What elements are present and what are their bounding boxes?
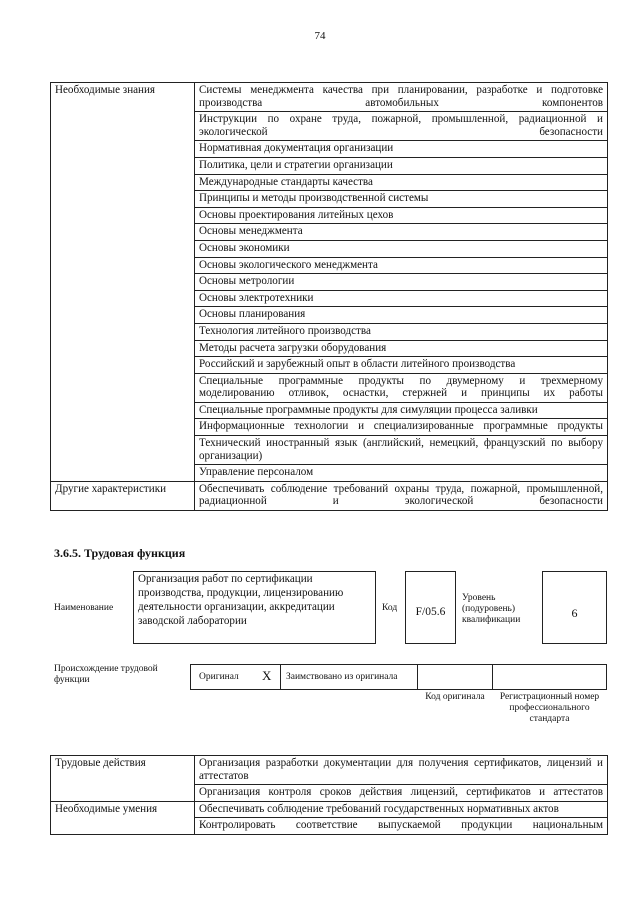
reg-number-label: Регистрационный номер профессионального стандарта bbox=[499, 692, 600, 724]
original-mark: X bbox=[262, 668, 272, 683]
skills-label: Необходимые умения bbox=[51, 801, 195, 834]
code-original-cell bbox=[417, 664, 493, 690]
borrowed-label: Заимствовано из оригинала bbox=[286, 672, 398, 682]
knowledge-item: Основы проектирования литейных цехов bbox=[195, 207, 608, 224]
knowledge-item: Основы экономики bbox=[195, 240, 608, 257]
level-value: 6 bbox=[542, 571, 607, 644]
knowledge-item: Информационные технологии и специализированные программные продукты bbox=[195, 419, 608, 436]
code-original-label: Код оригинала bbox=[425, 692, 485, 702]
knowledge-item: Основы планирования bbox=[195, 307, 608, 324]
knowledge-label: Необходимые знания bbox=[51, 83, 195, 482]
original-cell bbox=[190, 664, 281, 690]
knowledge-item: Принципы и методы производственной системы bbox=[195, 191, 608, 208]
original-label: Оригинал bbox=[199, 672, 239, 682]
actions-label: Трудовые действия bbox=[51, 756, 195, 802]
knowledge-item: Нормативная документация организации bbox=[195, 141, 608, 158]
page-number: 74 bbox=[314, 30, 326, 42]
other-text: Обеспечивать соблюдение требований охраны труда, пожарной, промышленной, радиационной и экологической безопасности bbox=[195, 481, 608, 510]
level-label: Уровень (подуровень) квалификации bbox=[462, 593, 521, 625]
action-item: Организация контроля сроков действия лицензий, сертификатов и аттестатов bbox=[195, 785, 608, 802]
knowledge-item: Политика, цели и стратегии организации bbox=[195, 157, 608, 174]
knowledge-item: Основы электротехники bbox=[195, 290, 608, 307]
code-label: Код bbox=[382, 603, 398, 613]
code-value: F/05.6 bbox=[405, 571, 456, 644]
knowledge-item: Специальные программные продукты по двумерному и трехмерному моделированию отливок, оснастки, стержней и принципы их работы bbox=[195, 373, 608, 402]
knowledge-item: Технология литейного производства bbox=[195, 323, 608, 340]
knowledge-item: Международные стандарты качества bbox=[195, 174, 608, 191]
knowledge-item: Основы экологического менеджмента bbox=[195, 257, 608, 274]
actions-table bbox=[50, 755, 608, 835]
knowledge-item: Технический иностранный язык (английский, немецкий, французский по выбору организации) bbox=[195, 436, 608, 465]
knowledge-item: Специальные программные продукты для симуляции процесса заливки bbox=[195, 402, 608, 419]
action-item: Организация разработки документации для получения сертификатов, лицензий и аттестатов bbox=[195, 756, 608, 785]
knowledge-item: Инструкции по охране труда, пожарной, промышленной, радиационной и экологической безопасности bbox=[195, 112, 608, 141]
knowledge-item: Методы расчета загрузки оборудования bbox=[195, 340, 608, 357]
skill-item: Контролировать соответствие выпускаемой продукции национальным bbox=[195, 818, 608, 835]
other-label: Другие характеристики bbox=[51, 481, 195, 510]
knowledge-table bbox=[50, 82, 608, 511]
knowledge-item: Системы менеджмента качества при планировании, разработке и подготовке производства автомобильных компонентов bbox=[195, 83, 608, 112]
borrowed-cell bbox=[280, 664, 418, 690]
knowledge-item: Основы метрологии bbox=[195, 274, 608, 291]
knowledge-item: Российский и зарубежный опыт в области литейного производства bbox=[195, 357, 608, 374]
origin-label: Происхождение трудовой функции bbox=[54, 664, 158, 685]
knowledge-item: Управление персоналом bbox=[195, 465, 608, 482]
reg-number-cell bbox=[492, 664, 607, 690]
knowledge-item: Основы менеджмента bbox=[195, 224, 608, 241]
section-title: 3.6.5. Трудовая функция bbox=[54, 546, 186, 560]
name-value: Организация работ по сертификации производства, продукции, лицензированию деятельности организации, аккредитации заводской лаборатории bbox=[133, 571, 376, 644]
name-label: Наименование bbox=[54, 603, 114, 613]
skill-item: Обеспечивать соблюдение требований государственных нормативных актов bbox=[195, 801, 608, 818]
